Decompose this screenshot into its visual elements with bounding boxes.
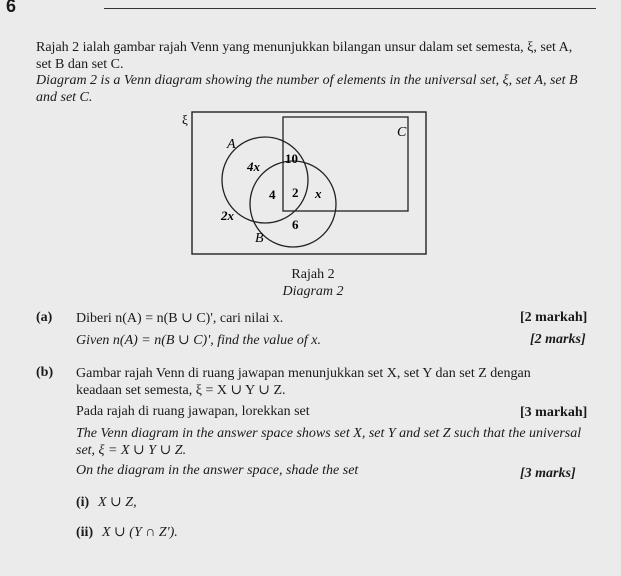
region-4x: 4x [247, 159, 260, 174]
part-b-marks-english: [3 marks] [520, 466, 576, 481]
caption-malay: Rajah 2 [291, 267, 335, 282]
set-b-label: B [255, 231, 264, 246]
part-b-english-line-2: set, ξ = X ∪ Y ∪ Z. [76, 443, 187, 458]
item-i-label: (i) [76, 495, 90, 510]
region-x: x [315, 186, 322, 201]
region-2: 2 [292, 185, 299, 200]
part-a-malay: Diberi n(A) = n(B ∪ C)', cari nilai x. [76, 311, 284, 326]
xi-symbol: ξ [182, 112, 188, 127]
part-b-english-line-3: On the diagram in the answer space, shade the set [76, 463, 359, 478]
set-c-label: C [397, 125, 407, 140]
region-10: 10 [285, 151, 298, 166]
part-b-malay-line-2: keadaan set semesta, ξ = X ∪ Y ∪ Z. [76, 383, 286, 398]
set-c-rectangle [283, 117, 408, 211]
part-a-marks-english: [2 marks] [530, 332, 586, 347]
intro-malay-line-1: Rajah 2 ialah gambar rajah Venn yang menunjukkan bilangan unsur dalam set semesta, ξ, set A, [36, 40, 573, 55]
region-6: 6 [292, 217, 299, 232]
part-a-label: (a) [36, 310, 53, 325]
part-a-english: Given n(A) = n(B ∪ C)', find the value of x. [76, 333, 321, 348]
part-a-marks-malay: [2 markah] [520, 310, 588, 325]
part-b-marks-malay: [3 markah] [520, 405, 588, 420]
part-b-malay-line-3: Pada rajah di ruang jawapan, lorekkan set [76, 404, 310, 419]
caption-english: Diagram 2 [282, 284, 344, 299]
item-i-expression: X ∪ Z, [98, 495, 137, 510]
item-ii-label: (ii) [76, 525, 94, 540]
universal-set-box [192, 112, 426, 254]
region-2x: 2x [221, 208, 234, 223]
venn-diagram [182, 110, 430, 260]
intro-english-line-2: and set C. [36, 90, 93, 105]
intro-malay-line-2: set B dan set C. [36, 57, 124, 72]
region-4: 4 [269, 187, 276, 202]
item-ii-expression: X ∪ (Y ∩ Z'). [102, 525, 178, 540]
question-number: 6 [6, 0, 17, 16]
part-b-malay-line-1: Gambar rajah Venn di ruang jawapan menunjukkan set X, set Y dan set Z dengan [76, 366, 531, 381]
set-a-label: A [227, 137, 236, 152]
part-b-label: (b) [36, 365, 54, 380]
header-rule [104, 8, 596, 9]
intro-english-line-1: Diagram 2 is a Venn diagram showing the number of elements in the universal set, ξ, set A, set B [36, 73, 578, 88]
part-b-english-line-1: The Venn diagram in the answer space shows set X, set Y and set Z such that the universal [76, 426, 582, 441]
